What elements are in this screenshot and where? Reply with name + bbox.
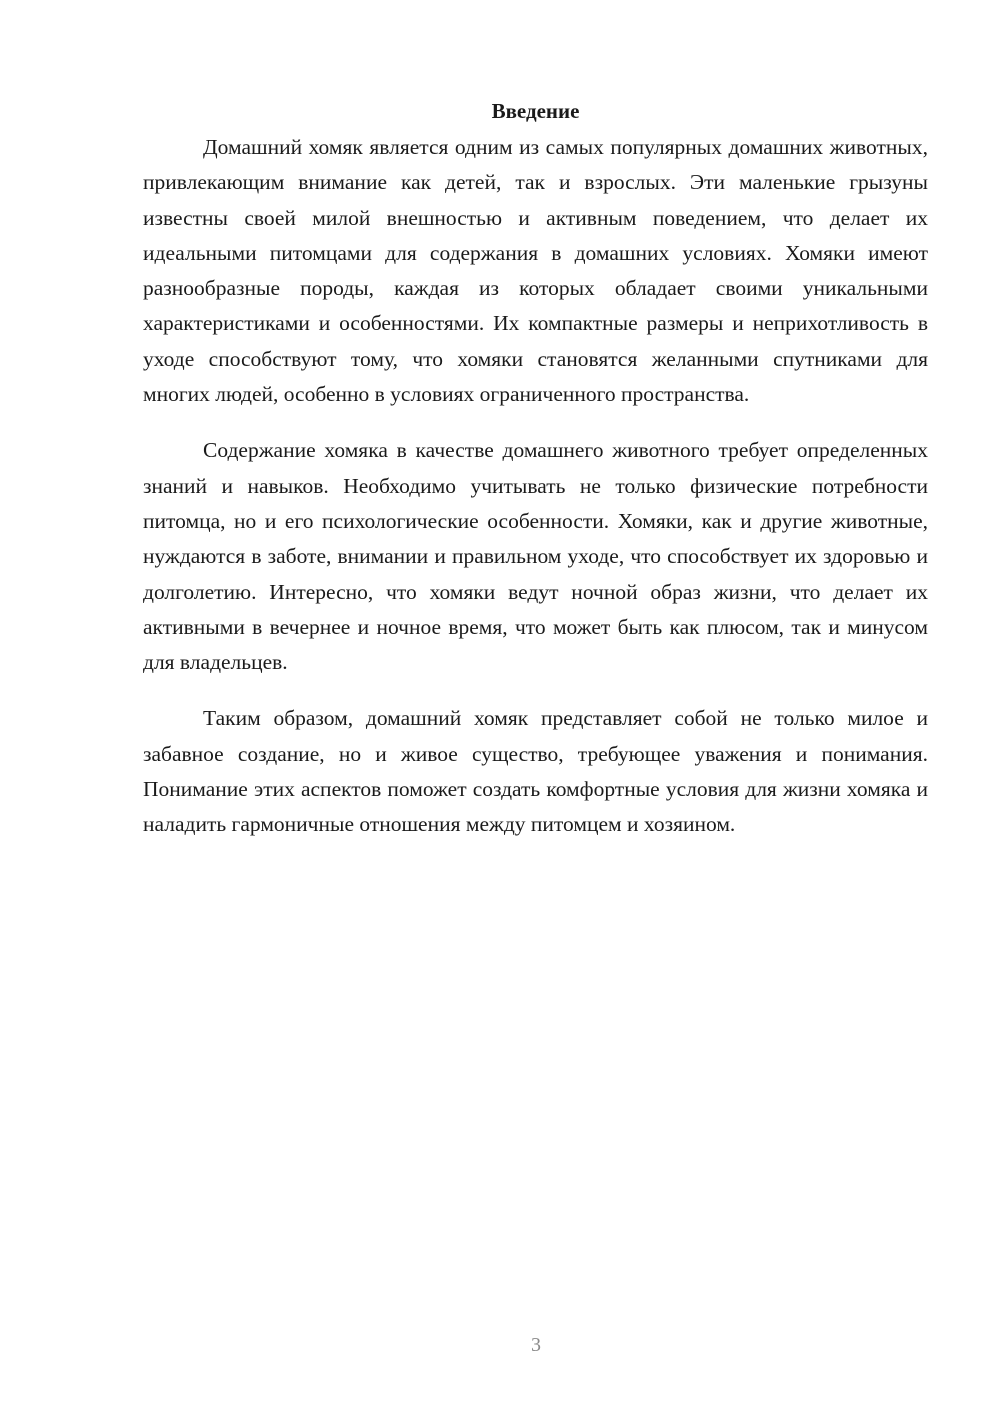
paragraph-1: Домашний хомяк является одним из самых популярных домашних животных, привлекающим внимание как детей, так и взрослых. Эти маленькие грызуны известны своей милой внешностью и активным поведением, что делает их идеальными питомцами для содержания в домашних условиях. Хомяки имеют разнообразные породы, каждая из которых обладает своими уникальными характеристиками и особенностями. Их компактные размеры и неприхотливость в уходе способствуют тому, что хомяки становятся желанными спутниками для многих людей, особенно в условиях ограниченного пространства. <box>143 135 928 407</box>
paragraph-2: Содержание хомяка в качестве домашнего животного требует определенных знаний и навыков. Необходимо учитывать не только физические потребности питомца, но и его психологические особенности. Хомяки, как и другие животные, нуждаются в заботе, внимании и правильном уходе, что способствует их здоровью и долголетию. Интересно, что хомяки ведут ночной образ жизни, что делает их активными в вечернее и ночное время, что может быть как плюсом, так и минусом для владельцев. <box>143 438 928 675</box>
page-number: 3 <box>531 1334 541 1356</box>
page-content <box>143 96 928 864</box>
paragraph-3: Таким образом, домашний хомяк представляет собой не только милое и забавное создание, но и живое существо, требующее уважения и понимания. Понимание этих аспектов поможет создать комфортные условия для жизни хомяка и наладить гармоничные отношения между питомцем и хозяином. <box>143 706 928 837</box>
section-heading: Введение <box>491 99 580 123</box>
